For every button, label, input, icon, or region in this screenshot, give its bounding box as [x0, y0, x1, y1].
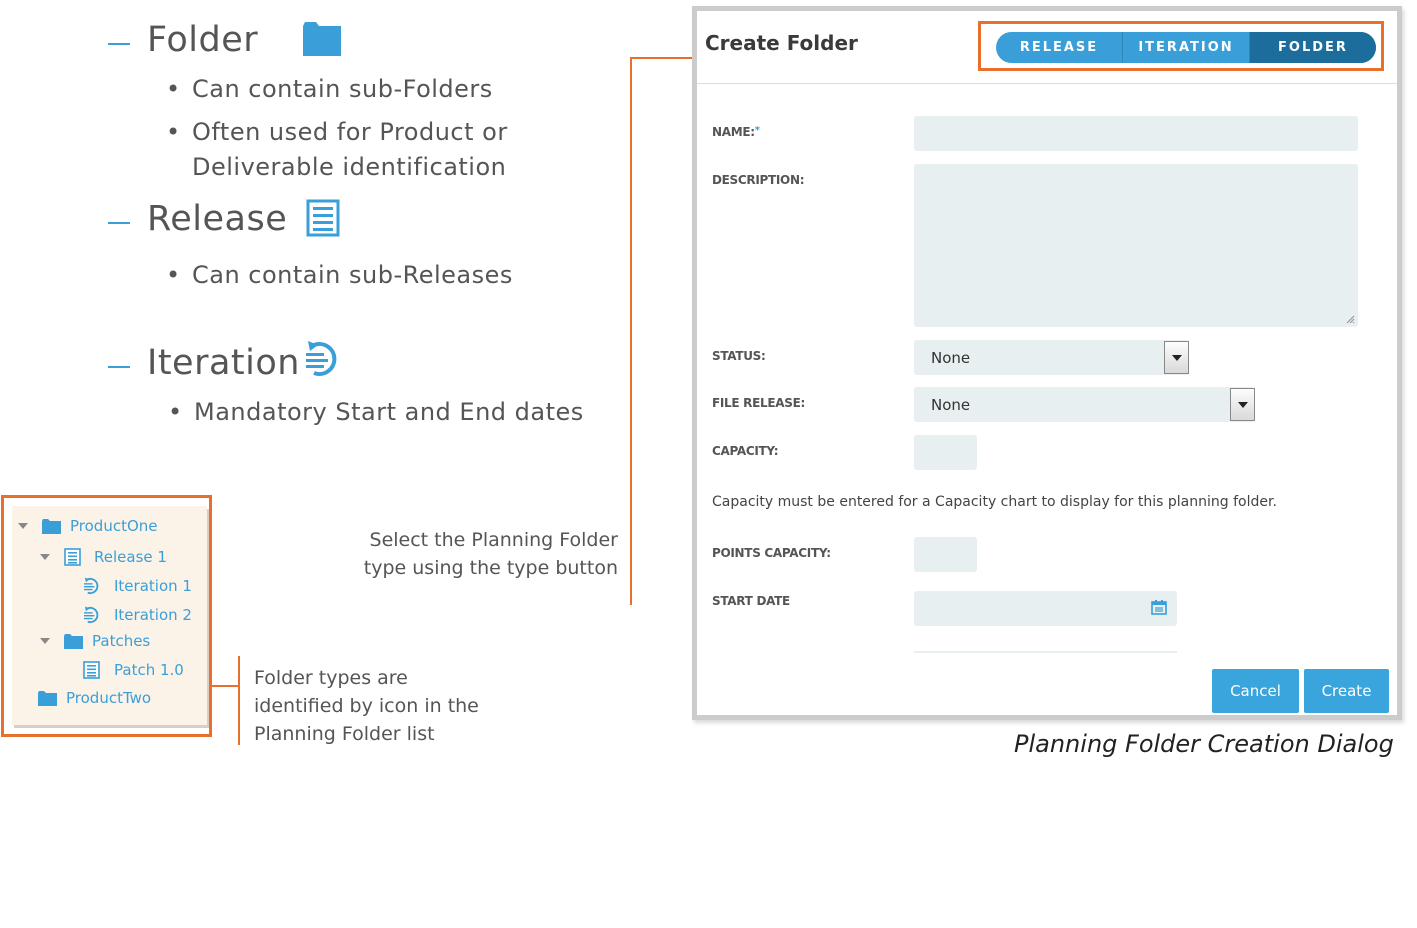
tree-item-patch-1-0[interactable]: Patch 1.0: [83, 661, 184, 679]
release-icon: [83, 661, 100, 679]
points-capacity-label: POINTS CAPACITY:: [712, 546, 831, 560]
dialog-caption: Planning Folder Creation Dialog: [1014, 730, 1394, 758]
type-button-group: [996, 32, 1376, 63]
iteration-bullet: • Mandatory Start and End dates: [168, 398, 584, 426]
release-icon: [306, 199, 340, 237]
tree-item-iteration-2[interactable]: Iteration 2: [83, 606, 192, 624]
iteration-icon: [83, 577, 102, 595]
create-folder-dialog: [692, 6, 1402, 720]
name-input[interactable]: [914, 116, 1358, 151]
folder-icon: [303, 22, 341, 56]
name-label: NAME:*: [712, 125, 760, 139]
folder-icon: [64, 634, 83, 649]
create-button[interactable]: Create: [1304, 669, 1389, 713]
expand-toggle-icon[interactable]: [40, 554, 50, 560]
divider: [697, 83, 1397, 84]
file-release-select[interactable]: None: [914, 387, 1255, 422]
dash-marker: [108, 222, 130, 224]
chevron-down-icon[interactable]: [1164, 341, 1189, 374]
type-folder-button[interactable]: FOLDER: [1250, 32, 1376, 63]
capacity-note: Capacity must be entered for a Capacity chart to display for this planning folder.: [712, 494, 1277, 510]
resize-handle-icon[interactable]: [1345, 314, 1355, 324]
type-release-button[interactable]: RELEASE: [996, 32, 1123, 63]
tree-item-patches[interactable]: Patches: [40, 632, 150, 650]
tree-item-release-1[interactable]: Release 1: [40, 548, 167, 566]
folder-bullet: • Can contain sub-Folders: [166, 75, 493, 103]
capacity-input[interactable]: [914, 435, 977, 470]
folder-bullet-continued: Deliverable identification: [192, 153, 507, 181]
iteration-icon: [304, 340, 344, 378]
expand-toggle-icon[interactable]: [40, 638, 50, 644]
start-date-label: START DATE: [712, 594, 790, 608]
callout-line: [212, 685, 239, 687]
planning-folder-tree-highlight: [1, 495, 212, 737]
capacity-label: CAPACITY:: [712, 444, 779, 458]
release-icon: [64, 548, 81, 566]
folder-icon: [38, 691, 57, 706]
file-release-label: FILE RELEASE:: [712, 396, 805, 410]
iteration-icon: [83, 606, 102, 624]
dialog-title: Create Folder: [705, 31, 858, 55]
type-button-caption: Select the Planning Folder type using the type button: [363, 529, 618, 579]
folder-icon: [42, 519, 61, 534]
status-select[interactable]: None: [914, 340, 1189, 375]
planning-folder-tree: [12, 506, 207, 725]
release-bullet: • Can contain sub-Releases: [166, 261, 513, 289]
tree-item-producttwo[interactable]: ProductTwo: [38, 689, 151, 707]
required-marker: *: [754, 125, 760, 136]
dash-marker: [108, 366, 130, 368]
folder-heading: Folder: [147, 20, 259, 60]
tree-item-iteration-1[interactable]: Iteration 1: [83, 577, 192, 595]
type-button-highlight: [978, 21, 1384, 71]
tree-item-productone[interactable]: ProductOne: [18, 517, 158, 535]
calendar-icon[interactable]: [1151, 600, 1167, 615]
iteration-heading: Iteration: [147, 343, 300, 383]
points-capacity-input[interactable]: [914, 537, 977, 572]
release-heading: Release: [147, 199, 288, 239]
start-date-input[interactable]: [914, 591, 1177, 626]
status-label: STATUS:: [712, 349, 766, 363]
callout-line: [238, 656, 240, 745]
folder-bullet: • Often used for Product or: [166, 118, 508, 146]
type-iteration-button[interactable]: ITERATION: [1123, 32, 1250, 63]
dash-marker: [108, 43, 130, 45]
tree-caption: Folder types are identified by icon in the Planning Folder list: [254, 667, 479, 745]
callout-line: [630, 57, 632, 605]
expand-toggle-icon[interactable]: [18, 523, 28, 529]
chevron-down-icon[interactable]: [1230, 388, 1255, 421]
next-field-edge: [914, 651, 1177, 653]
cancel-button[interactable]: Cancel: [1212, 669, 1299, 713]
description-label: DESCRIPTION:: [712, 173, 805, 187]
description-textarea[interactable]: [914, 164, 1358, 327]
